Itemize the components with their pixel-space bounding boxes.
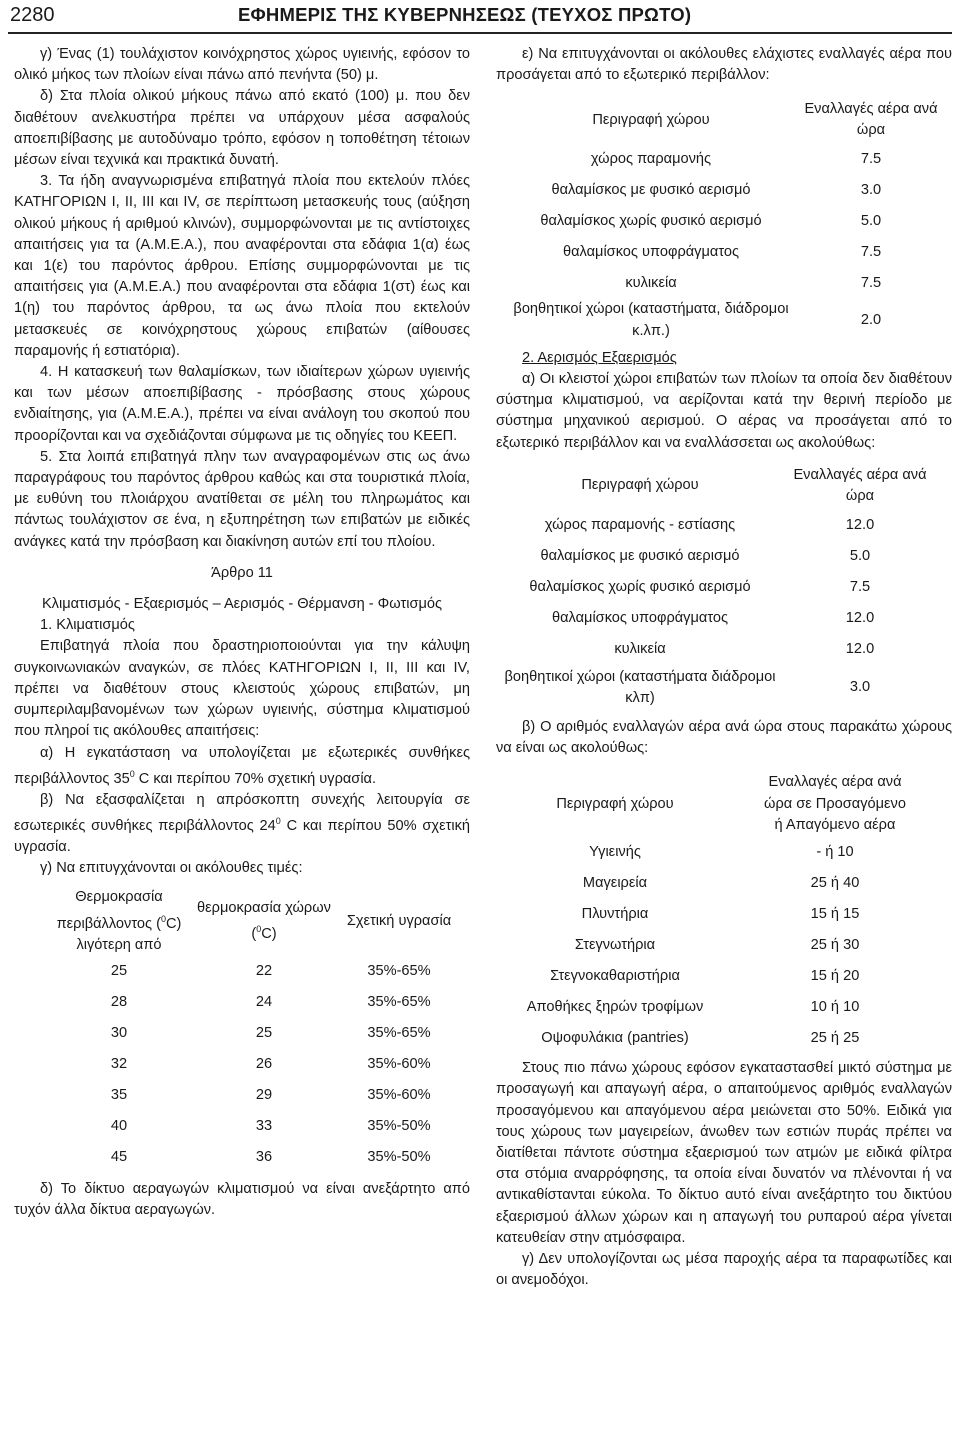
page-header bbox=[0, 0, 960, 34]
table-cell: θαλαμίσκος υποφράγματος bbox=[551, 609, 729, 626]
table-cell: 28 bbox=[110, 993, 128, 1010]
header-space-description: Περιγραφή χώρου bbox=[592, 111, 710, 128]
table-cell: βοηθητικοί χώροι (καταστήματα διάδρομοι κλπ) bbox=[504, 668, 776, 706]
table-row bbox=[500, 837, 940, 868]
table-row bbox=[44, 1049, 464, 1080]
table-cell: 3.0 bbox=[860, 182, 882, 199]
table-cell: 35%-65% bbox=[367, 962, 431, 979]
table-cell: 40 bbox=[110, 1117, 128, 1134]
paragraph-g: γ) Ένας (1) τουλάχιστον κοινόχρηστος χώρος υγιεινής, εφόσον το ολικό μήκος των πλοίων είναι πάνω από πενήντα (50) μ. bbox=[14, 46, 470, 84]
paragraph-e: ε) Να επιτυγχάνονται οι ακόλουθες ελάχιστες εναλλαγές αέρα που προσάγεται από το εξωτερικό περιβάλλον: bbox=[496, 46, 952, 84]
header-ambient-temperature: Θερμοκρασία περιβάλλοντος ($^0$C) λιγότερη από bbox=[56, 889, 182, 953]
table-cell: 12.0 bbox=[845, 609, 875, 626]
header-air-exchanges: Εναλλαγές αέρα ανά ώρα bbox=[793, 466, 927, 504]
table-cell: θαλαμίσκος με φυσικό αερισμό bbox=[551, 182, 751, 199]
paragraph-climate-a: α) Η εγκατάσταση να υπολογίζεται με εξωτερικές συνθήκες περιβάλλοντος $35^0$ C και περίπου 70% σχετική υγρασία. bbox=[14, 744, 470, 787]
table-cell: 10 ή 10 bbox=[810, 999, 860, 1016]
table-cell: 25 bbox=[255, 1024, 273, 1041]
table-cell: χώρος παραμονής - εστίασης bbox=[544, 516, 736, 533]
table-row bbox=[44, 1111, 464, 1142]
table-cell: 25 bbox=[110, 962, 128, 979]
table-cell: Στεγνωτήρια bbox=[574, 937, 656, 954]
paragraph-ventilation-a: α) Οι κλειστοί χώροι επιβατών των πλοίων τα οποία δεν διαθέτουν σύστημα κλιματισμού, να αερίζονται κατά την θερινή περίοδο με σύστημα μηχανικού αερισμού. Ο αέρας να προσάγεται από το εξωτερικό περιβάλλον και να εναλλάσσεται ως ακολούθως: bbox=[496, 371, 952, 451]
table-cell: 26 bbox=[255, 1055, 273, 1072]
table-row bbox=[506, 144, 946, 175]
table-cell: 15 ή 15 bbox=[810, 906, 860, 923]
paragraph-d: δ) Στα πλοία ολικού μήκους πάνω από εκατό (100) μ. που δεν διαθέτουν ανελκυστήρα πρέπει να υπάρχουν μέσα ασφαλούς αποεπιβίβασης με αυτοδύναμο τρόπο, εφόσον η τοποθέτηση τέτοιων μέσων είναι τεχνικά και πρακτικά δυνατή. bbox=[14, 88, 470, 169]
table-cell: - ή 10 bbox=[816, 844, 854, 861]
table-row bbox=[500, 992, 940, 1023]
paragraph-ventilation-c: γ) Δεν υπολογίζονται ως μέσα παροχής αέρα τα παραφωτίδες και οι ανεμοδόχοι. bbox=[496, 1251, 952, 1289]
table-row bbox=[44, 1142, 464, 1173]
table-cell: Πλυντήρια bbox=[581, 906, 649, 923]
table-header-row bbox=[500, 771, 940, 837]
table-cell: Αποθήκες ξηρών τροφίμων bbox=[526, 999, 704, 1016]
table-row bbox=[500, 930, 940, 961]
table-row bbox=[500, 510, 940, 541]
table-row bbox=[506, 206, 946, 237]
table-cell: 5.0 bbox=[860, 213, 882, 230]
table-cell: 35%-65% bbox=[367, 993, 431, 1010]
article-subtitle: Κλιματισμός - Εξαερισμός – Αερισμός - Θέρμανση - Φωτισμός bbox=[41, 596, 443, 613]
gazette-title: ΕΦΗΜΕΡΙΣ ΤΗΣ ΚΥΒΕΡΝΗΣΕΩΣ (ΤΕΥΧΟΣ ΠΡΩΤΟ) bbox=[238, 4, 692, 25]
table-cell: 7.5 bbox=[860, 244, 882, 261]
table-cell: Στεγνοκαθαριστήρια bbox=[550, 968, 680, 985]
table-cell: 7.5 bbox=[860, 275, 882, 292]
table-row bbox=[500, 868, 940, 899]
header-relative-humidity: Σχετική υγρασία bbox=[346, 913, 452, 930]
table-cell: 30 bbox=[110, 1024, 128, 1041]
header-space-description: Περιγραφή χώρου bbox=[581, 477, 699, 494]
table-cell: 2.0 bbox=[860, 312, 882, 328]
section-heading-ventilation: 2. Αερισμός Εξαερισμός bbox=[522, 349, 677, 366]
table-cell: θαλαμίσκος με φυσικό αερισμό bbox=[540, 547, 740, 564]
table-cell: χώρος παραμονής bbox=[590, 151, 712, 168]
table-cell: 35%-50% bbox=[367, 1148, 431, 1165]
table-cell: 25 ή 30 bbox=[810, 937, 860, 954]
table-row bbox=[500, 961, 940, 992]
table-cell: Υγιεινής bbox=[589, 844, 641, 861]
table-row bbox=[44, 1018, 464, 1049]
header-room-temperature: θερμοκρασία χώρων ($^0$C) bbox=[197, 900, 331, 943]
table-cell: 25 ή 25 bbox=[810, 1030, 860, 1047]
table-row bbox=[500, 572, 940, 603]
header-space-description: Περιγραφή χώρου bbox=[556, 795, 674, 812]
table-cell: 12.0 bbox=[845, 640, 875, 657]
table-cell: θαλαμίσκος χωρίς φυσικό αερισμό bbox=[529, 578, 751, 595]
paragraph-climate-b: β) Να εξασφαλίζεται η απρόσκοπτη συνεχής λειτουργία σε εσωτερικές συνθήκες περιβάλλοντος $24^0$ C και περίπου 50% σχετική υγρασία. bbox=[14, 791, 470, 856]
paragraph-climate-intro: Επιβατηγά πλοία που δραστηριοποιούνται για την κάλυψη συγκοινωνιακών αναγκών, σε πλόες ΚΑΤΗΓΟΡΙΩΝ Ι, ΙΙ, ΙΙΙ και ΙV, πρέπει να διαθέτουν στους κλειστούς χώρους επιβατών, μη συμπεριλαμβανομένων των χώρων υγιεινής, σύστημα κλιματισμού που πληροί τις ακόλουθες απαιτήσεις: bbox=[14, 638, 470, 740]
section-heading-climate: 1. Κλιματισμός bbox=[40, 617, 135, 634]
table-row bbox=[506, 175, 946, 206]
table-row bbox=[500, 1023, 940, 1054]
table-cell: 25 ή 40 bbox=[810, 875, 860, 892]
table-cell: βοηθητικοί χώροι (καταστήματα, διάδρομοι κ.λπ.) bbox=[513, 301, 789, 339]
air-exchange-table-ventilation bbox=[500, 462, 940, 711]
page-number: 2280 bbox=[10, 4, 55, 26]
table-cell: 33 bbox=[255, 1117, 273, 1134]
table-header-row bbox=[44, 887, 464, 955]
header-air-exchanges-supply-exhaust: Εναλλαγές αέρα ανά ώρα σε Προσαγόμενο ή Απαγόμενο αέρα bbox=[764, 774, 906, 833]
table-row bbox=[44, 987, 464, 1018]
header-air-exchanges: Εναλλαγές αέρα ανά ώρα bbox=[804, 101, 938, 139]
table-row bbox=[44, 1080, 464, 1111]
table-cell: 35%-60% bbox=[367, 1055, 431, 1072]
climate-values-table bbox=[44, 887, 464, 1172]
table-row bbox=[506, 268, 946, 299]
table-cell: 12.0 bbox=[845, 516, 875, 533]
paragraph-4: 4. Η κατασκευή των θαλαμίσκων, των ιδιαίτερων χώρων υγιεινής και των μέσων αποεπιβίβασης - πρόσβασης στους χώρους ενδιαίτησης, για (Α.Μ.Ε.Α.), πρέπει να είναι ανάλογη του σκοπού που προορίζονται και να σχεδιάζονται σύμφωνα με τις οδηγίες του ΚΕΕΠ. bbox=[14, 364, 470, 444]
paragraph-3: 3. Τα ήδη αναγνωρισμένα επιβατηγά πλοία που εκτελούν πλόες ΚΑΤΗΓΟΡΙΩΝ Ι, ΙΙ, ΙΙΙ και ΙV, σε περίπτωση μετασκευής τους (αύξηση ολικού μήκους ή αριθμού κλινών), συμμορφώνονται με τις αντίστοιχες απαιτήσεις για τα (Α.Μ.Ε.Α.), που αναφέρονται στα εδάφια 1(α) έως και 1(ε) του παρόντος άρθρου. Επίσης συμμορφώνονται με τις απαιτήσεις για (Α.Μ.Ε.Α.) που αναφέρονται στα εδάφια 1(στ) έως και 1(η) του παρόντος άρθρου, τα ως άνω πλοία που εκτελούν μετασκευές σε κοινόχρηστους χώρους επιβατών (αίθουσες παραμονής ή εστιατόρια). bbox=[14, 173, 470, 359]
table-cell: 7.5 bbox=[849, 578, 871, 595]
table-row bbox=[44, 956, 464, 987]
table-cell: 22 bbox=[255, 962, 273, 979]
air-exchange-table-service bbox=[500, 771, 940, 1054]
table-row bbox=[506, 299, 946, 341]
table-cell: 32 bbox=[110, 1055, 128, 1072]
table-cell: θαλαμίσκος χωρίς φυσικό αερισμό bbox=[540, 213, 762, 230]
paragraph-climate-c: γ) Να επιτυγχάνονται οι ακόλουθες τιμές: bbox=[40, 860, 303, 877]
air-exchange-table-climate bbox=[506, 96, 946, 341]
table-cell: 7.5 bbox=[860, 151, 882, 168]
table-cell: 45 bbox=[110, 1148, 128, 1165]
paragraph-climate-d: δ) Το δίκτυο αεραγωγών κλιματισμού να είναι ανεξάρτητο από τυχόν άλλα δίκτυα αεραγωγών. bbox=[14, 1180, 470, 1219]
table-cell: κυλικεία bbox=[625, 275, 677, 292]
article-title: Άρθρο 11 bbox=[211, 564, 273, 581]
left-column bbox=[14, 44, 470, 1221]
table-cell: 35 bbox=[110, 1086, 128, 1103]
table-row bbox=[500, 634, 940, 665]
table-header-row bbox=[500, 462, 940, 510]
paragraph-mixed-system: Στους πιο πάνω χώρους εφόσον εγκαταστασθεί μικτό σύστημα με προσαγωγή και απαγωγή αέρα, ο απαιτούμενος αριθμός εναλλαγών προσαγόμενου και απαγόμενου αέρα μειώνεται στο 50%. Ειδικά για τους χώρους των μαγειρείων, άνωθεν των εστιών πυράς πρέπει να διατίθεται πάντοτε σύστημα εξαερισμού των ατμών με ειδικά φίλτρα στα στόμια αναρρόφησης, τα οποία είναι δυνατόν να πλένονται ή να αντικαθίστανται εύκολα. Το δίκτυο αυτό είναι ανεξάρτητο του δικτύου εξαερισμού άλλων χώρων και η απαγωγή του ρυπαρού αέρα γίνεται κατευθείαν στην ατμόσφαιρα. bbox=[496, 1060, 952, 1246]
table-row bbox=[500, 899, 940, 930]
table-row bbox=[500, 665, 940, 711]
paragraph-5: 5. Στα λοιπά επιβατηγά πλην των αναγραφομένων στις ως άνω παραγράφους του παρόντος άρθρου καθώς και στα τουριστικά πλοία, με ευθύνη του πλοιάρχου ανατίθεται σε μέλη του πληρωμάτος και πάντως τουλάχιστον σε ένα, η εξυπηρέτηση των επιβατών με ειδικές ανάγκες κατά την πρόσβαση και διακίνηση αυτών επί του πλοίου. bbox=[14, 448, 470, 550]
table-cell: 5.0 bbox=[849, 547, 871, 564]
right-column bbox=[496, 44, 952, 1291]
table-cell: 35%-60% bbox=[367, 1086, 431, 1103]
paragraph-ventilation-b: β) Ο αριθμός εναλλαγών αέρα ανά ώρα στους παρακάτω χώρους να είναι ως ακολούθως: bbox=[496, 718, 952, 757]
table-cell: Οψοφυλάκια (pantries) bbox=[541, 1030, 689, 1047]
table-cell: 24 bbox=[255, 993, 273, 1010]
table-cell: 35%-50% bbox=[367, 1117, 431, 1134]
table-cell: Μαγειρεία bbox=[582, 875, 648, 892]
table-row bbox=[506, 237, 946, 268]
header-rule bbox=[8, 32, 952, 34]
table-header-row bbox=[506, 96, 946, 144]
table-cell: κυλικεία bbox=[614, 640, 666, 657]
table-row bbox=[500, 541, 940, 572]
table-cell: 3.0 bbox=[849, 679, 871, 696]
table-cell: 36 bbox=[255, 1148, 273, 1165]
table-cell: 15 ή 20 bbox=[810, 968, 860, 985]
table-cell: θαλαμίσκος υποφράγματος bbox=[562, 244, 740, 261]
table-cell: 35%-65% bbox=[367, 1024, 431, 1041]
table-cell: 29 bbox=[255, 1086, 273, 1103]
table-row bbox=[500, 603, 940, 634]
